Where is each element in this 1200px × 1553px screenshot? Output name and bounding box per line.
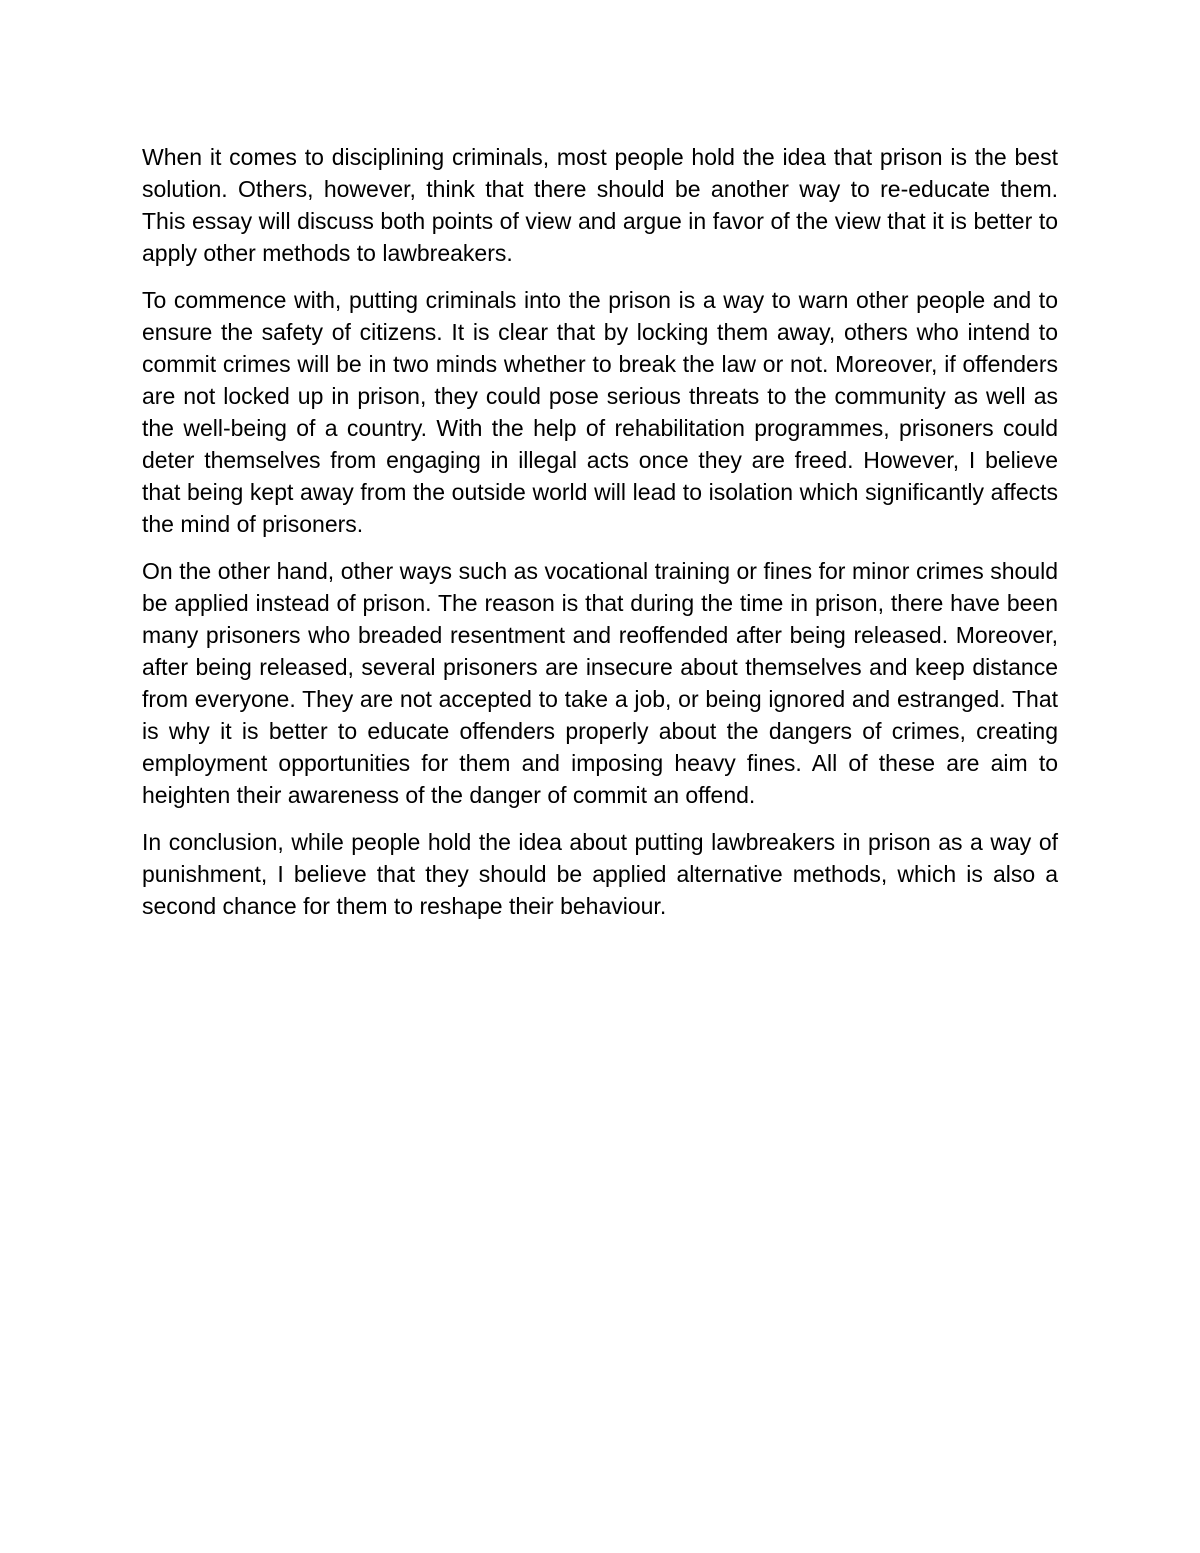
paragraph-body-prison: To commence with, putting criminals into the prison is a way to warn other people and to ensure the safety of citizens. It is clear that by locking them away, others who intend to commit crimes will be in two minds whether to break the law or not. Moreover, if offenders are not locked up in prison, they could pose serious threats to the community as well as the well-being of a country. With the help of rehabilitation programmes, prisoners could deter themselves from engaging in illegal acts once they are freed. However, I believe that being kept away from the outside world will lead to isolation which significantly affects the mind of prisoners. — [142, 287, 1058, 537]
paragraph-conclusion: In conclusion, while people hold the idea about putting lawbreakers in prison as a way of punishment, I believe that they should be applied alternative methods, which is also a second chance for them to reshape their behaviour. — [142, 829, 1058, 919]
paragraph-introduction: When it comes to disciplining criminals, most people hold the idea that prison is the best solution. Others, however, think that there should be another way to re-educate them. This essay will discuss both points of view and argue in favor of the view that it is better to apply other methods to lawbreakers. — [142, 144, 1058, 266]
paragraph-body-alternatives: On the other hand, other ways such as vocational training or fines for minor crimes should be applied instead of prison. The reason is that during the time in prison, there have been many prisoners who breaded resentment and reoffended after being released. Moreover, after being released, several prisoners are insecure about themselves and keep distance from everyone. They are not accepted to take a job, or being ignored and estranged. That is why it is better to educate offenders properly about the dangers of crimes, creating employment opportunities for them and imposing heavy fines. All of these are aim to heighten their awareness of the danger of commit an offend. — [142, 558, 1058, 808]
essay-body — [142, 141, 1058, 937]
